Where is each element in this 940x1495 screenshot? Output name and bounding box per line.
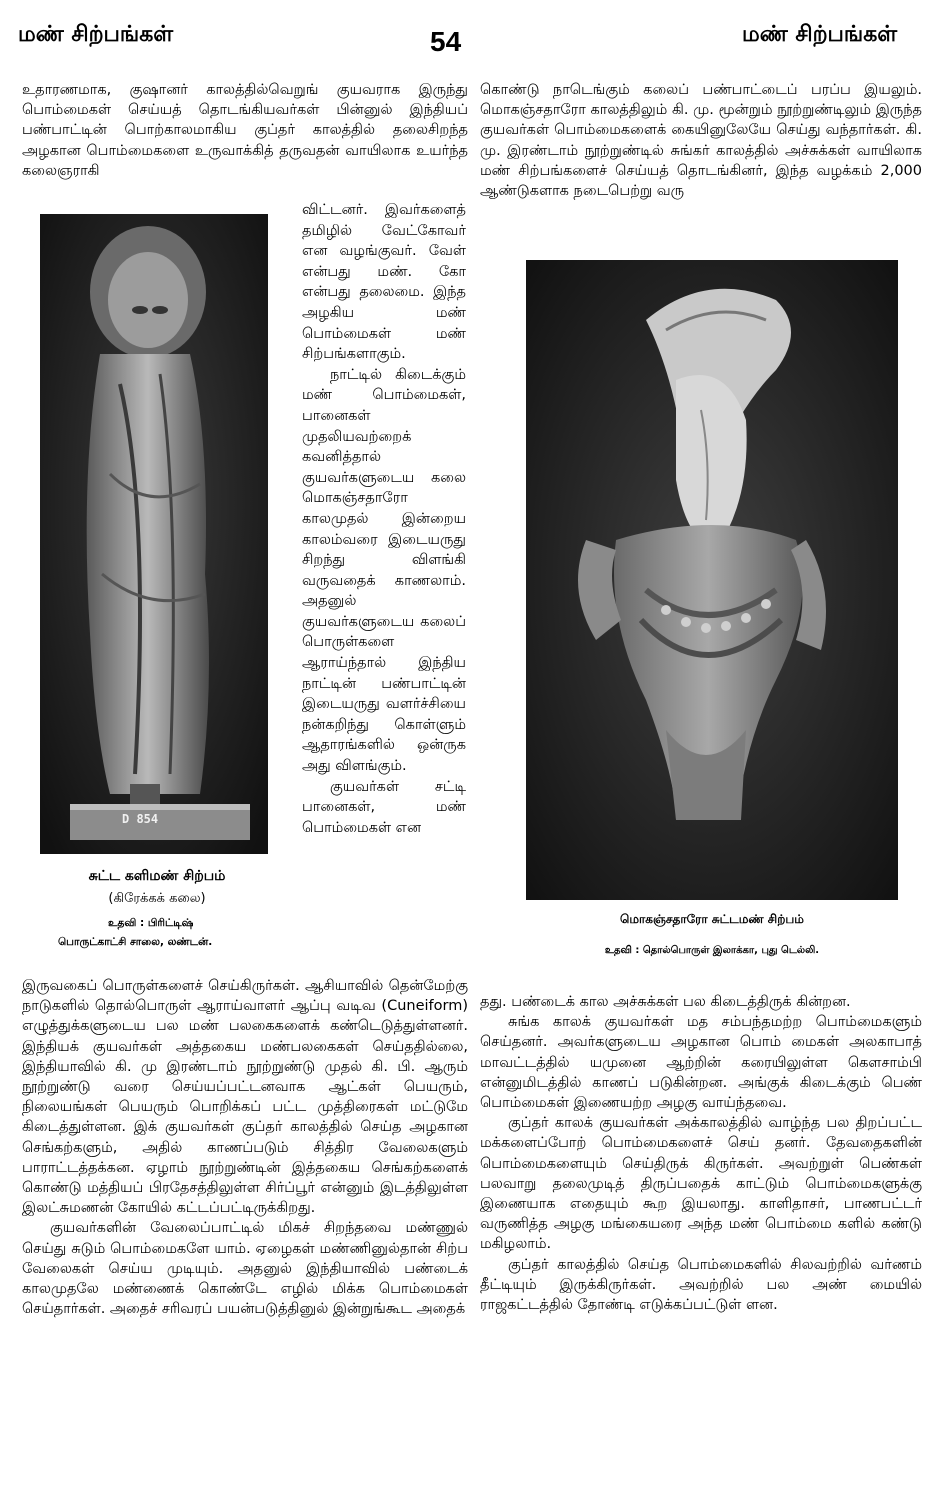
right-paragraph-2: சுங்க காலக் குயவர்கள் மத சம்பந்தமற்ற பொம்மைகளும் செய்தனர். அவர்களுடைய அழகான பொம் மைகள் அலகாபாத் மாவட்டத்தில் யமுனை ஆற்றின் கரையிலுள்ள கௌசாம்பி என்னுமிடத்தில் காணப் படுகின்றன. அங்குக் கிடைக்கும் பெண் பொம்மைகள் இணையற்ற அழகு வாய்ந்தவை. (480, 1014, 922, 1112)
final-paragraph: குயவர்களின் வேலைப்பாட்டில் மிகச் சிறந்தவை மண்ணுல் செய்து சுடும் பொம்மைகளே யாம். ஏழைகள் மண்ணினுல்தான் சிற்ப வேலைகள் செய்ய முடியும். அதனுல் இந்தியாவில் பண்டைக் காலமுதலே மண்ணைக் கொண்டே எழில் மிக்க பொம்மைகள் செய்தார்கள். அதைச் சரிவரப் பயன்படுத்தினுல் இன்றுங்கூட அதைக் (22, 1220, 468, 1318)
right-paragraph-4: குப்தர் காலத்தில் செய்த பொம்மைகளில் சிலவற்றில் வர்ணம் தீட்டியும் இருக்கிருர்கள். அவற்றில் பல அண் மையில் ராஜகட்டத்தில் தோண்டி எடுக்கப்பட்டுள் ளன. (480, 1256, 922, 1314)
terracotta-statue-image (40, 214, 268, 854)
right-top-paragraph (480, 80, 922, 201)
figure-right-credit: உதவி : தொல்பொருள் இலாக்கா, புது டெல்லி. (604, 945, 820, 956)
statue-base-label: D 854 (122, 812, 159, 826)
page-number: 54 (430, 26, 462, 57)
left-narrow-column (302, 200, 466, 838)
figure-left-credit-2: பொருட்காட்சி சாலை, லண்டன். (58, 936, 213, 948)
right-paragraph-3: குப்தர் காலக் குயவர்கள் அக்காலத்தில் வாழ்ந்த பல திறப்பட்ட மக்களைப்போற் பொம்மைகளைச் செய் தனர். தேவதைகளின் பொம்மைகளையும் செய்திருக் கிருர்கள். அவற்றுள் பெண்கள் பலவாறு தலைமுடித் திருப்பதைக் காட்டும் பொம்மைகளுக்கு இணையாக எதையும் கூற இயலாது. காளிதாசர், பாணபட்டர் வருணித்த அழகு மங்கையரை அந்த மண் பொம்மை களில் கண்டு மகிழலாம். (480, 1115, 922, 1253)
right-top-text: கொண்டு நாடெங்கும் கலைப் பண்பாட்டைப் பரப்ப இயலும். மொகஞ்சதாரோ காலத்திலும் கி. மு. மூன்றும் நூற்றுண்டிலும் இருந்த குயவர்கள் பொம்மைகளைக் கையினுலேயே செய்து வந்தார்கள். கி. மு. இரண்டாம் நூற்றுண்டில் சுங்கர் காலத்தில் அச்சுக்கள் வாயிலாக மண் சிற்பங்களைச் செய்யத் தொடங்கினர், இந்த வழக்கம் 2,000 ஆண்டுகளாக நடைபெற்று வரு (480, 82, 922, 200)
figure-left-caption: சுட்ட களிமண் சிற்பம் (88, 868, 226, 884)
running-header-right: மண் சிற்பங்கள் (742, 22, 898, 47)
left-intro-paragraph (22, 80, 468, 181)
figure-left-credit-1: உதவி : பிரிட்டிஷ் (108, 917, 194, 929)
running-header-left: மண் சிற்பங்கள் (18, 22, 174, 47)
right-lower-paragraphs (480, 992, 922, 1315)
figure-greek-terracotta (40, 214, 268, 854)
figure-left-subcaption: (கிரேக்கக் கலை) (108, 891, 206, 906)
narrow-text-3: குயவர்கள் சட்டி பானைகள், மண் பொம்மைகள் என (302, 778, 466, 836)
right-after-figure: தது. பண்டைக் கால அச்சுக்கள் பல கிடைத்திருக் கின்றன. (480, 994, 851, 1010)
continued-paragraph: இருவகைப் பொருள்களைச் செய்கிருர்கள். ஆசியாவில் தென்மேற்கு நாடுகளில் தொல்பொருள் ஆராய்வாளர் ஆப்பு வடிவ (Cuneiform) எழுத்துக்களுடைய பல மண் பலகைகளைக் கண்டெடுத்துள்ளனர். இந்தியக் குயவர்கள் அத்தகைய மண்பலகைகள் செய்ததில்லை, இந்தியாவில் கி. மு இரண்டாம் நூற்றுண்டு முதல் கி. பி. ஆரும் நூற்றுண்டு வரை செய்யப்பட்டனவாக ஆட்கள் பெயரும், நிலையங்கள் பெயரும் பொறிக்கப் பட்ட முத்திரைகள் மட்டுமே கிடைத்துள்ளன. இக் குயவர்கள் குப்தர் காலத்தில் செய்த அழகான செங்கற்களும், அதில் காணப்படும் சித்திர வேலைகளும் பாராட்டத்தக்கன. ஏழாம் நூற்றுண்டின் இத்தகைய செங்கற்களைக் கொண்டு மத்தியப் பிரதேசத்திலுள்ள சிர்ப்பூர் என்னும் இடத்திலுள்ள இலட்சுமணன் கோயில் கட்டப்பட்டிருக்கிறது. (22, 978, 468, 1217)
narrow-text-2: நாட்டில் கிடைக்கும் மண் பொம்மைகள், பானைகள் முதலியவற்றைக் கவனித்தால் குயவர்களுடைய கலை மொகஞ்சதாரோ காலமுதல் இன்றைய காலம்வரை இடையருது சிறந்து விளங்கி வருவதைக் காணலாம். அதனுல் குயவர்களுடைய கலைப் பொருள்களை ஆராய்ந்தால் இந்திய நாட்டின் பண்பாட்டின் இடையருது வளர்ச்சியை நன்கறிந்து கொள்ளும் ஆதாரங்களில் ஒன்ருக அது விளங்கும். (302, 366, 466, 775)
left-intro-text: உதாரணமாக, குஷானர் காலத்தில்வெறுங் குயவராக இருந்து பொம்மைகள் செய்யத் தொடங்கியவர்கள் பின்னுல் இந்தியப் பண்பாட்டின் பொற்காலமாகிய குப்தர் காலத்தில் தலைசிறந்த அழகான பொம்மைகளை உருவாக்கித் தருவதன் வாயிலாக உயர்ந்த கலைஞராகி (22, 82, 468, 179)
narrow-text-1: விட்டனர். இவர்களைத் தமிழில் வேட்கோவர் என வழங்குவர். வேள் என்பது மண். கோ என்பது தலைமை. இந்த அழகிய மண் பொம்மைகள் மண் சிற்பங்களாகும். (302, 202, 466, 363)
mohenjodaro-figure-image (526, 260, 898, 900)
figure-mohenjodaro-terracotta (526, 260, 898, 900)
figure-right-caption: மொகஞ்சதாரோ சுட்டமண் சிற்பம் (620, 912, 804, 926)
left-continued-paragraphs (22, 976, 468, 1319)
